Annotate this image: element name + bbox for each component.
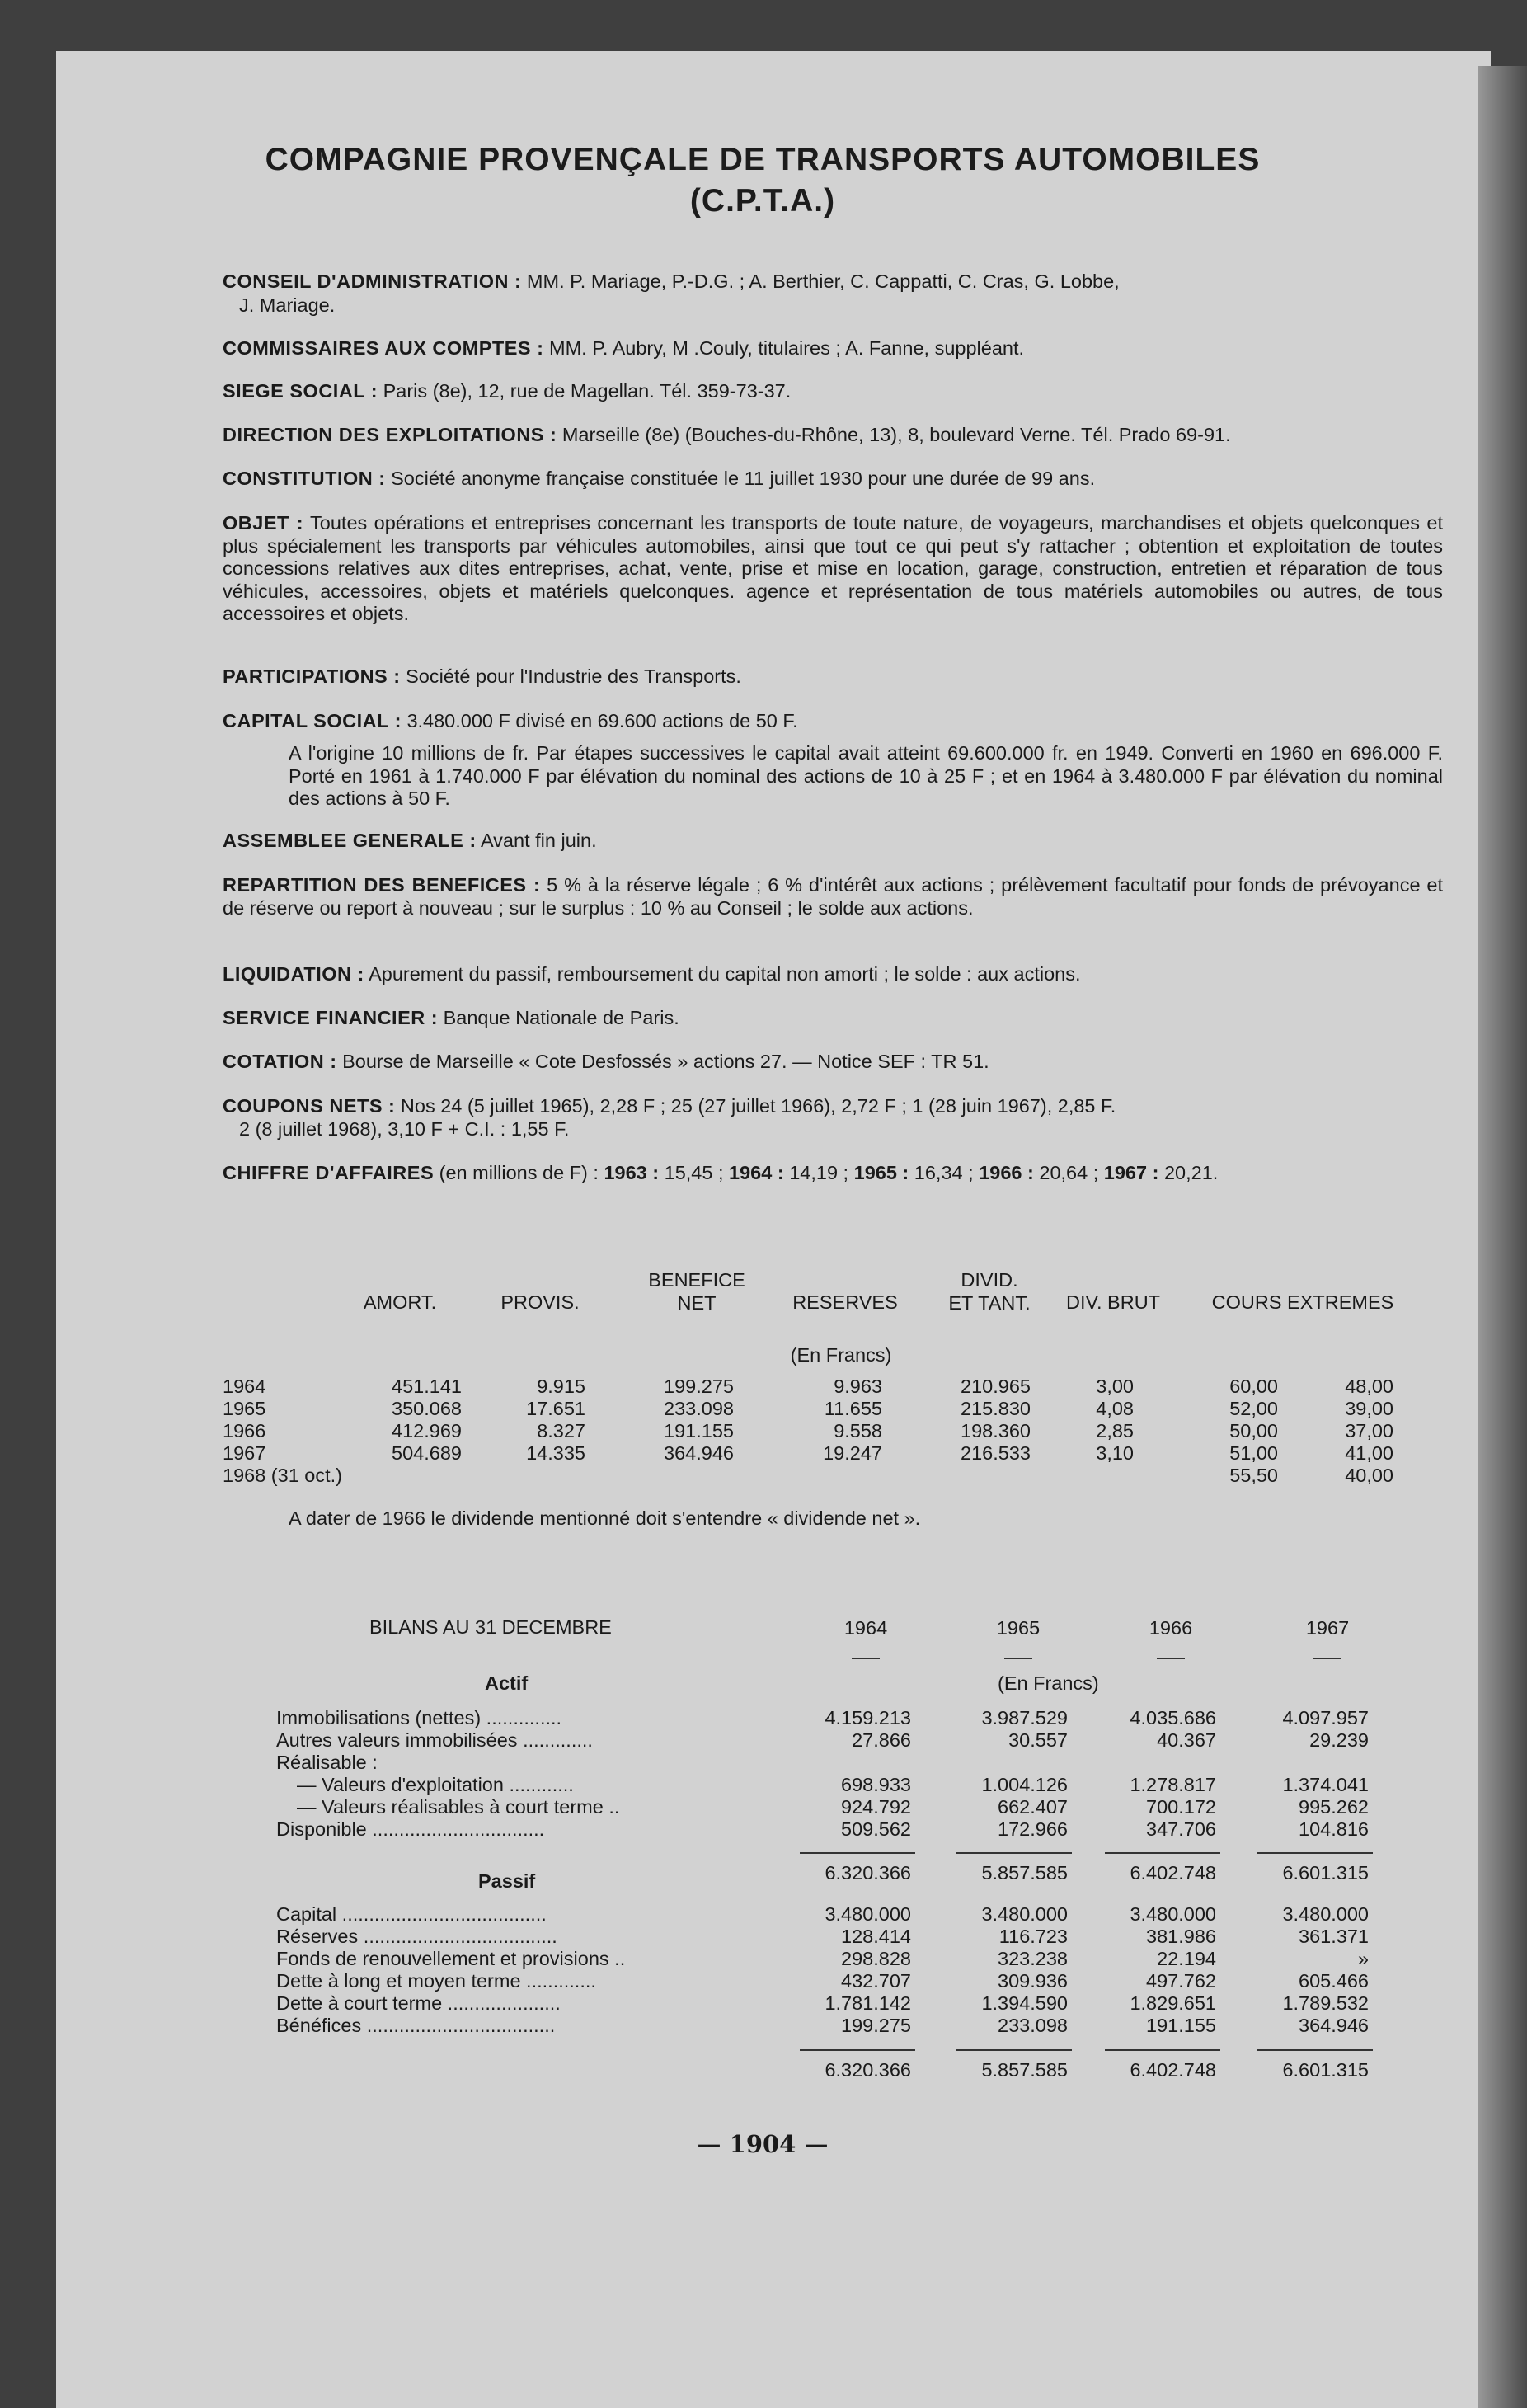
- results-cell-benefice: 233.098: [664, 1398, 734, 1419]
- capital-text: 3.480.000 F divisé en 69.600 actions de 50 F.: [406, 710, 798, 731]
- conseil-text-2: J. Mariage.: [239, 294, 336, 316]
- results-cell-haut: 51,00: [1229, 1442, 1278, 1464]
- passif-row-value: 22.194: [1157, 1948, 1216, 1969]
- book-spine: [1478, 66, 1527, 2408]
- passif-total-value: 6.601.315: [1282, 2059, 1369, 2081]
- col-header-divid: [932, 1268, 1047, 1315]
- actif-row-value: 662.407: [998, 1796, 1068, 1818]
- passif-row-value: 1.829.651: [1130, 1992, 1216, 2014]
- col-header-cours: COURS EXTREMES: [1211, 1291, 1394, 1313]
- chiffre-text: (en millions de F) :: [439, 1162, 599, 1183]
- repartition-text: 5 % à la réserve légale ; 6 % d'intérêt aux actions ; prélèvement facultatif pour fonds de prévoyance et de réserve ou report à nouveau ; sur le surplus : 10 % au Conseil ; le solde aux actions.: [223, 874, 1443, 919]
- actif-row-value: 1.004.126: [981, 1774, 1068, 1795]
- actif-total-rule: [956, 1852, 1072, 1854]
- results-cell-haut: 50,00: [1229, 1420, 1278, 1442]
- bilans-year-header: 1966: [1149, 1617, 1193, 1639]
- passif-row-value: 605.466: [1299, 1970, 1369, 1992]
- actif-row-value: 40.367: [1157, 1729, 1216, 1751]
- passif-row-value: 3.480.000: [825, 1903, 911, 1925]
- participations-label: PARTICIPATIONS :: [223, 665, 401, 687]
- results-cell-benefice: 191.155: [664, 1420, 734, 1442]
- passif-total-value: 6.320.366: [825, 2059, 911, 2081]
- passif-row-value: »: [1357, 1948, 1369, 1969]
- results-cell-bas: 39,00: [1345, 1398, 1393, 1419]
- liquidation-text: Apurement du passif, remboursement du capital non amorti ; le solde : aux actions.: [369, 963, 1081, 985]
- section-repartition: [223, 874, 1443, 919]
- passif-row-label: Capital ......................................: [276, 1903, 547, 1925]
- direction-text: Marseille (8e) (Bouches-du-Rhône, 13), 8, boulevard Verne. Tél. Prado 69-91.: [561, 424, 1231, 445]
- liquidation-label: LIQUIDATION :: [223, 963, 364, 985]
- section-service: [223, 1006, 1443, 1030]
- actif-row-value: 698.933: [841, 1774, 911, 1795]
- results-cell-amort: 504.689: [392, 1442, 462, 1464]
- assemblee-label: ASSEMBLEE GENERALE :: [223, 830, 477, 851]
- passif-row-value: 381.986: [1146, 1926, 1216, 1947]
- actif-row-value: 3.987.529: [981, 1707, 1068, 1728]
- passif-row-value: 233.098: [998, 2015, 1068, 2036]
- service-text: Banque Nationale de Paris.: [443, 1007, 679, 1028]
- results-cell-haut: 52,00: [1229, 1398, 1278, 1419]
- section-capital: [223, 709, 1443, 733]
- results-row-year: 1965: [223, 1398, 266, 1419]
- results-cell-amort: 350.068: [392, 1398, 462, 1419]
- actif-row-value: 1.278.817: [1130, 1774, 1216, 1795]
- actif-row-value: 4.159.213: [825, 1707, 911, 1728]
- actif-row-value: 700.172: [1146, 1796, 1216, 1818]
- results-cell-brut: 3,10: [1096, 1442, 1134, 1464]
- results-cell-provis: 9.915: [537, 1376, 585, 1397]
- chiffre-label: CHIFFRE D'AFFAIRES: [223, 1162, 435, 1183]
- company-title: COMPAGNIE PROVENÇALE DE TRANSPORTS AUTOMOBILES: [265, 142, 1261, 177]
- results-cell-bas: 48,00: [1345, 1376, 1393, 1397]
- actif-row-value: 509.562: [841, 1818, 911, 1840]
- year-underline: [1004, 1658, 1032, 1659]
- commissaires-text: MM. P. Aubry, M .Couly, titulaires ; A. Fanne, suppléant.: [549, 337, 1025, 359]
- bilans-unit: (En Francs): [998, 1672, 1099, 1694]
- section-liquidation: [223, 962, 1443, 986]
- passif-row-label: Bénéfices ...................................: [276, 2015, 556, 2036]
- section-constitution: [223, 467, 1443, 491]
- actif-total-value: 5.857.585: [981, 1862, 1068, 1884]
- results-cell-reserves: 9.558: [834, 1420, 882, 1442]
- page-number: — 1904 —: [697, 2130, 829, 2158]
- participations-text: Société pour l'Industrie des Transports.: [406, 665, 741, 687]
- section-siege: [223, 379, 1443, 403]
- actif-row-value: 104.816: [1299, 1818, 1369, 1840]
- results-cell-provis: 17.651: [526, 1398, 585, 1419]
- bilans-year-header: 1965: [996, 1617, 1041, 1639]
- section-commissaires: [223, 336, 1443, 360]
- section-assemblee: [223, 829, 1443, 853]
- objet-label: OBJET :: [223, 512, 304, 534]
- actif-row-label: Réalisable :: [276, 1752, 378, 1773]
- conseil-label: CONSEIL D'ADMINISTRATION :: [223, 270, 522, 292]
- coupons-label: COUPONS NETS :: [223, 1095, 396, 1117]
- passif-row-value: 3.480.000: [1130, 1903, 1216, 1925]
- chiffre-value-1963: 15,45 ;: [664, 1162, 724, 1183]
- results-cell-bas: 41,00: [1345, 1442, 1393, 1464]
- section-chiffre: [223, 1161, 1443, 1185]
- bilans-year-header: 1967: [1305, 1617, 1350, 1639]
- actif-total-value: 6.402.748: [1130, 1862, 1216, 1884]
- passif-row-value: 323.238: [998, 1948, 1068, 1969]
- commissaires-label: COMMISSAIRES AUX COMPTES :: [223, 337, 544, 359]
- passif-total-value: 5.857.585: [981, 2059, 1068, 2081]
- service-label: SERVICE FINANCIER :: [223, 1007, 439, 1028]
- actif-total-rule: [1105, 1852, 1220, 1854]
- col-header-benefice: [627, 1268, 767, 1315]
- passif-row-value: 3.480.000: [981, 1903, 1068, 1925]
- actif-row-label: Immobilisations (nettes) ..............: [276, 1707, 562, 1728]
- section-participations: [223, 665, 1443, 689]
- passif-total-rule: [956, 2049, 1072, 2051]
- actif-row-label: Autres valeurs immobilisées .............: [276, 1729, 593, 1751]
- actif-total-rule: [800, 1852, 915, 1854]
- actif-row-value: 29.239: [1309, 1729, 1369, 1751]
- results-cell-divid: 210.965: [961, 1376, 1031, 1397]
- cotation-text: Bourse de Marseille « Cote Desfossés » actions 27. — Notice SEF : TR 51.: [342, 1051, 989, 1072]
- coupons-text-2: 2 (8 juillet 1968), 3,10 F + C.I. : 1,55 F.: [239, 1118, 570, 1140]
- results-row-year: 1964: [223, 1376, 266, 1397]
- results-cell-divid: 216.533: [961, 1442, 1031, 1464]
- actif-row-value: 172.966: [998, 1818, 1068, 1840]
- passif-row-value: 1.781.142: [825, 1992, 911, 2014]
- divid-line2: ET TANT.: [948, 1292, 1031, 1314]
- section-direction: [223, 423, 1443, 447]
- chiffre-value-1967: 20,21.: [1163, 1162, 1219, 1183]
- year-underline: [1157, 1658, 1185, 1659]
- page-sheet: [56, 51, 1491, 2408]
- col-header-div-brut: DIV. BRUT: [1065, 1291, 1161, 1313]
- passif-total-rule: [800, 2049, 915, 2051]
- section-objet: [223, 512, 1443, 626]
- results-cell-amort: 412.969: [392, 1420, 462, 1442]
- col-header-amort: AMORT.: [363, 1291, 437, 1313]
- actif-row-value: 924.792: [841, 1796, 911, 1818]
- results-cell-amort: 451.141: [392, 1376, 462, 1397]
- results-row-year: 1968 (31 oct.): [223, 1465, 343, 1486]
- chiffre-value-1965: 16,34 ;: [914, 1162, 974, 1183]
- results-cell-benefice: 364.946: [664, 1442, 734, 1464]
- chiffre-value-1964: 14,19 ;: [789, 1162, 849, 1183]
- dividend-note: A dater de 1966 le dividende mentionné doit s'entendre « dividende net ».: [289, 1507, 921, 1529]
- siege-text: Paris (8e), 12, rue de Magellan. Tél. 359-73-37.: [383, 380, 792, 402]
- section-coupons: [223, 1094, 1443, 1141]
- passif-row-label: Dette à court terme .....................: [276, 1992, 561, 2014]
- results-cell-reserves: 11.655: [824, 1398, 882, 1419]
- cotation-label: COTATION :: [223, 1051, 337, 1072]
- section-conseil: [223, 270, 1443, 317]
- results-cell-divid: 215.830: [961, 1398, 1031, 1419]
- passif-row-value: 116.723: [998, 1926, 1068, 1947]
- actif-row-value: 30.557: [1008, 1729, 1068, 1751]
- actif-row-value: 27.866: [852, 1729, 911, 1751]
- actif-label: Actif: [485, 1672, 529, 1694]
- passif-row-value: 298.828: [841, 1948, 911, 1969]
- results-cell-benefice: 199.275: [664, 1376, 734, 1397]
- passif-label: Passif: [478, 1870, 536, 1892]
- passif-row-value: 191.155: [1146, 2015, 1216, 2036]
- year-underline: [1313, 1658, 1341, 1659]
- coupons-text: Nos 24 (5 juillet 1965), 2,28 F ; 25 (27 juillet 1966), 2,72 F ; 1 (28 juin 1967), 2,85 F.: [400, 1095, 1116, 1117]
- actif-total-value: 6.320.366: [825, 1862, 911, 1884]
- passif-row-value: 432.707: [841, 1970, 911, 1992]
- actif-row-value: 4.035.686: [1130, 1707, 1216, 1728]
- results-cell-haut: 60,00: [1229, 1376, 1278, 1397]
- chiffre-year-1966: 1966 :: [979, 1162, 1034, 1183]
- results-cell-reserves: 9.963: [834, 1376, 882, 1397]
- actif-row-value: 995.262: [1299, 1796, 1369, 1818]
- passif-total-rule: [1257, 2049, 1373, 2051]
- passif-row-value: 3.480.000: [1282, 1903, 1369, 1925]
- passif-total-rule: [1105, 2049, 1220, 2051]
- results-cell-reserves: 19.247: [823, 1442, 882, 1464]
- passif-row-value: 497.762: [1146, 1970, 1216, 1992]
- results-cell-provis: 8.327: [537, 1420, 585, 1442]
- passif-row-value: 364.946: [1299, 2015, 1369, 2036]
- results-cell-bas: 40,00: [1345, 1465, 1393, 1486]
- siege-label: SIEGE SOCIAL :: [223, 380, 378, 402]
- passif-row-value: 1.789.532: [1282, 1992, 1369, 2014]
- year-underline: [852, 1658, 880, 1659]
- objet-text: Toutes opérations et entreprises concernant les transports de toute nature, de voyageurs, marchandises et objets quelconques et plus spécialement les transports par véhicules automobiles, ainsi que tout ce qui peut s'y rattacher ; obtention et exploitation de toutes concessions relatives aux dites entreprises, achat, vente, prise et mise en location, garage, construction, entretien et réparation de tous véhicules, accessoires, objets et matériels quelconques. agence et représentation de tous matériels automobiles ou autres, de tous accessoires et objets.: [223, 512, 1443, 624]
- passif-row-value: 199.275: [841, 2015, 911, 2036]
- passif-total-value: 6.402.748: [1130, 2059, 1216, 2081]
- passif-row-value: 309.936: [998, 1970, 1068, 1992]
- bilans-title: BILANS AU 31 DECEMBRE: [369, 1616, 612, 1638]
- col-header-provis: PROVIS.: [500, 1291, 580, 1313]
- actif-row-value: 347.706: [1146, 1818, 1216, 1840]
- chiffre-value-1966: 20,64 ;: [1039, 1162, 1099, 1183]
- results-cell-bas: 37,00: [1345, 1420, 1393, 1442]
- results-row-year: 1966: [223, 1420, 266, 1442]
- capital-detail: A l'origine 10 millions de fr. Par étapes successives le capital avait atteint 69.600.000 fr. en 1949. Converti en 1960 en 696.000 F. Porté en 1961 à 1.740.000 F par élévation du nominal des actions de 10 à 25 F ; et en 1964 à 3.480.000 F par élévation du nominal des actions à 50 F.: [289, 742, 1443, 809]
- actif-row-label: — Valeurs réalisables à court terme ..: [297, 1796, 620, 1818]
- results-unit: (En Francs): [790, 1344, 892, 1366]
- divid-line1: DIVID.: [961, 1269, 1018, 1291]
- chiffre-year-1963: 1963 :: [604, 1162, 660, 1183]
- actif-total-value: 6.601.315: [1282, 1862, 1369, 1884]
- conseil-text: MM. P. Mariage, P.-D.G. ; A. Berthier, C. Cappatti, C. Cras, G. Lobbe,: [526, 270, 1120, 292]
- results-cell-brut: 4,08: [1096, 1398, 1134, 1419]
- passif-row-value: 361.371: [1299, 1926, 1369, 1947]
- capital-label: CAPITAL SOCIAL :: [223, 710, 402, 731]
- chiffre-year-1965: 1965 :: [853, 1162, 909, 1183]
- results-cell-divid: 198.360: [961, 1420, 1031, 1442]
- direction-label: DIRECTION DES EXPLOITATIONS :: [223, 424, 557, 445]
- company-abbrev: (C.P.T.A.): [689, 183, 836, 219]
- actif-row-value: 4.097.957: [1282, 1707, 1369, 1728]
- actif-total-rule: [1257, 1852, 1373, 1854]
- assemblee-text: Avant fin juin.: [480, 830, 597, 851]
- benefice-line2: NET: [677, 1292, 717, 1314]
- passif-row-label: Dette à long et moyen terme .............: [276, 1970, 596, 1992]
- chiffre-year-1967: 1967 :: [1103, 1162, 1159, 1183]
- actif-row-label: — Valeurs d'exploitation ............: [297, 1774, 574, 1795]
- chiffre-year-1964: 1964 :: [729, 1162, 784, 1183]
- section-cotation: [223, 1050, 1443, 1074]
- results-cell-brut: 2,85: [1096, 1420, 1134, 1442]
- passif-row-label: Fonds de renouvellement et provisions ..: [276, 1948, 626, 1969]
- passif-row-label: Réserves ....................................: [276, 1926, 557, 1947]
- actif-row-label: Disponible ................................: [276, 1818, 545, 1840]
- actif-row-value: 1.374.041: [1282, 1774, 1369, 1795]
- bilans-year-header: 1964: [843, 1617, 888, 1639]
- passif-row-value: 1.394.590: [981, 1992, 1068, 2014]
- constitution-label: CONSTITUTION :: [223, 468, 386, 489]
- results-cell-haut: 55,50: [1229, 1465, 1278, 1486]
- results-cell-brut: 3,00: [1096, 1376, 1134, 1397]
- results-cell-provis: 14.335: [526, 1442, 585, 1464]
- benefice-line1: BENEFICE: [648, 1269, 745, 1291]
- col-header-reserves: RESERVES: [792, 1291, 898, 1313]
- results-row-year: 1967: [223, 1442, 266, 1464]
- repartition-label: REPARTITION DES BENEFICES :: [223, 874, 541, 896]
- constitution-text: Société anonyme française constituée le 11 juillet 1930 pour une durée de 99 ans.: [391, 468, 1096, 489]
- passif-row-value: 128.414: [841, 1926, 911, 1947]
